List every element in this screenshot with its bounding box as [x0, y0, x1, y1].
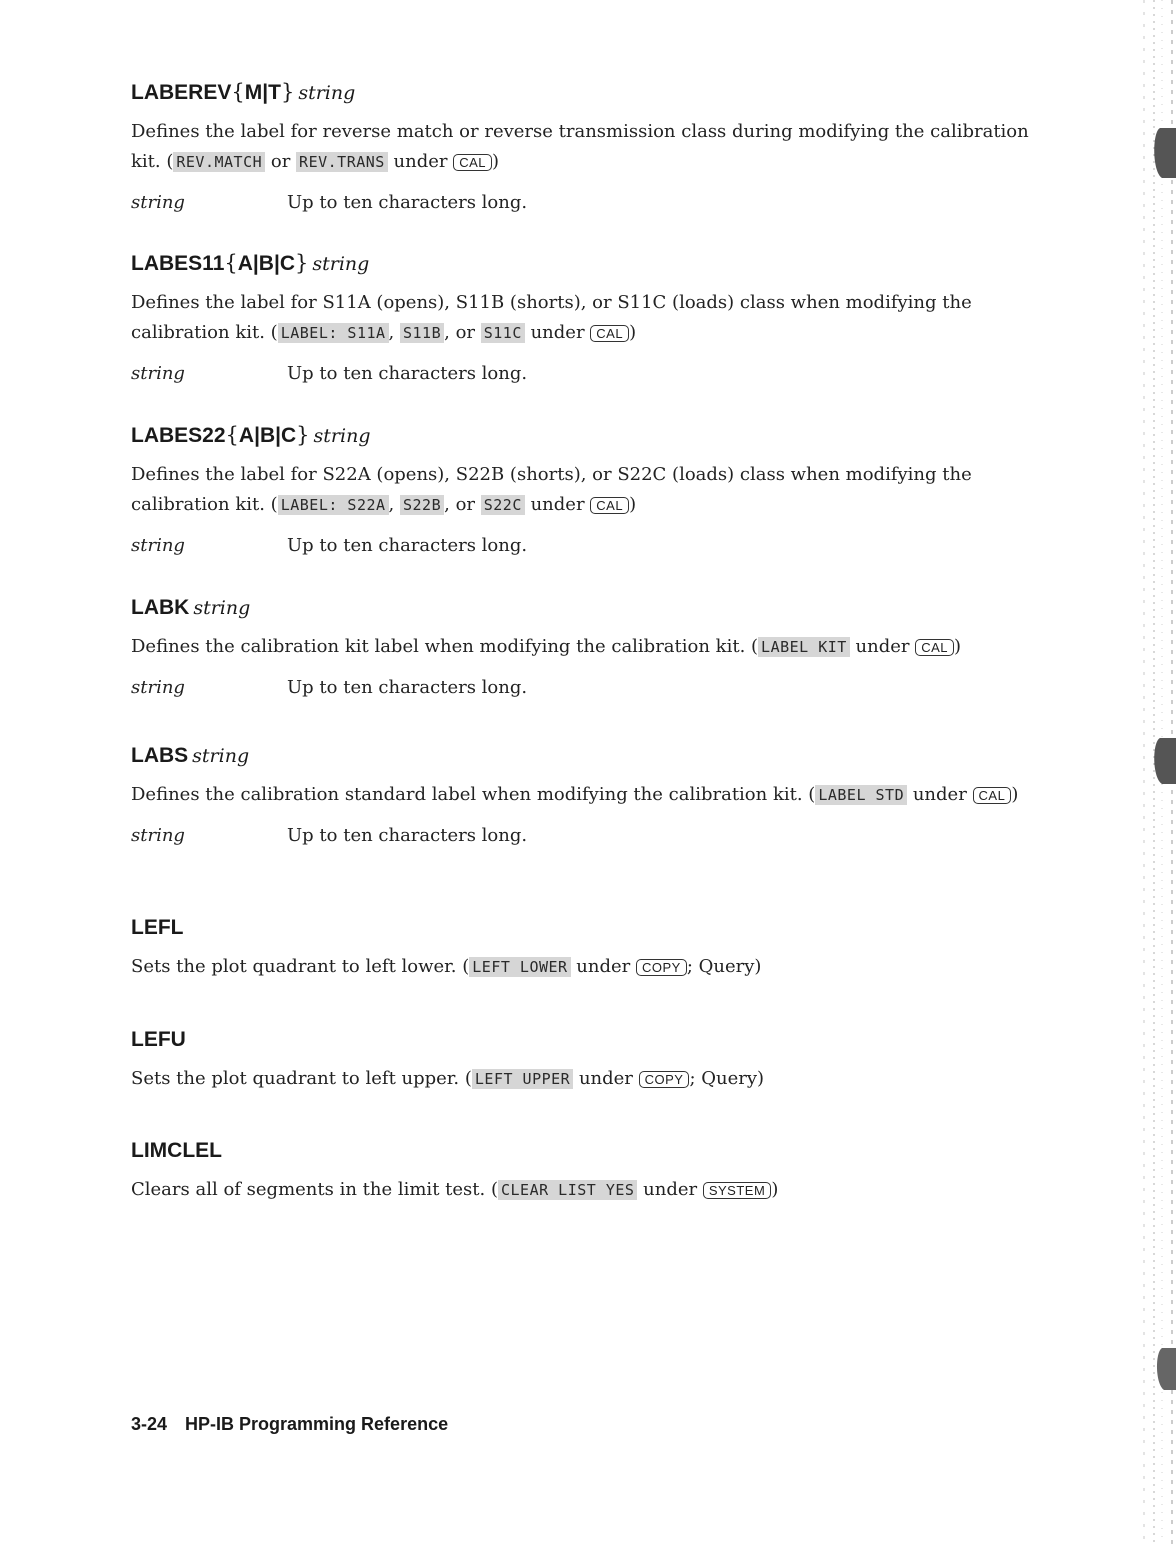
command-description: [131, 1175, 1041, 1206]
command-entry-lefl: [131, 916, 1041, 983]
hardkey-label: CAL: [453, 154, 492, 171]
command-entry-labk: [131, 596, 1041, 701]
parameter-row: [131, 675, 1041, 701]
description-text: Sets the plot quadrant to left lower. (: [131, 956, 470, 977]
under-text: under: [907, 784, 973, 805]
softkey-label: LABEL: S22A: [278, 495, 389, 515]
command-argument: string: [298, 82, 356, 104]
softkey-label: LEFT UPPER: [472, 1069, 573, 1089]
softkey-label: S11B: [400, 323, 444, 343]
command-heading: [131, 744, 1041, 768]
parameter-name: string: [131, 363, 185, 384]
softkey-label: REV.MATCH: [173, 152, 265, 172]
command-name: LABES22: [131, 424, 226, 447]
description-text: Defines the label for S11A (opens), S11B (shorts), or S11C (loads) class when modifying the calibration kit. (: [131, 292, 972, 343]
parameter-name: string: [131, 535, 185, 556]
description-text: Sets the plot quadrant to left upper. (: [131, 1068, 472, 1089]
closing-text: ): [629, 322, 637, 343]
command-name: LIMCLEL: [131, 1139, 222, 1162]
parameter-description: Up to ten characters long.: [287, 192, 528, 213]
parameter-description: Up to ten characters long.: [287, 677, 528, 698]
under-text: under: [524, 494, 591, 515]
parameter-row: [131, 361, 1041, 387]
binder-hole-mark: [1154, 738, 1176, 784]
command-argument: string: [312, 253, 370, 275]
separator-text: ,: [388, 322, 400, 343]
closing-text: ): [954, 636, 962, 657]
command-entry-laberev: [131, 80, 1041, 216]
command-entry-limclel: [131, 1139, 1041, 1206]
brace-close: }: [280, 80, 295, 104]
command-heading: [131, 916, 1041, 940]
brace-open: {: [224, 251, 238, 275]
brace-close: }: [295, 251, 309, 275]
command-heading: [131, 80, 1041, 105]
command-entry-lefu: [131, 1028, 1041, 1095]
closing-text: ): [1011, 784, 1019, 805]
command-heading: [131, 596, 1041, 620]
softkey-label: S11C: [481, 323, 525, 343]
command-name: LABS: [131, 744, 189, 767]
binder-hole-mark: [1154, 128, 1176, 178]
under-text: under: [637, 1179, 703, 1200]
command-argument: string: [192, 745, 250, 767]
hardkey-label: CAL: [590, 497, 629, 514]
parameter-name: string: [131, 677, 185, 698]
parameter-name: string: [131, 192, 185, 213]
hardkey-label: CAL: [973, 787, 1012, 804]
hardkey-label: CAL: [915, 639, 954, 656]
command-entry-labes11: [131, 251, 1041, 387]
parameter-name: string: [131, 825, 185, 846]
brace-open: {: [225, 423, 239, 447]
parameter-description: Up to ten characters long.: [287, 363, 528, 384]
separator-text: ,: [388, 494, 400, 515]
command-description: [131, 780, 1041, 811]
command-options: A|B|C: [237, 252, 295, 275]
brace-open: {: [231, 80, 245, 104]
command-name: LEFU: [131, 1028, 186, 1051]
separator-text: , or: [444, 322, 481, 343]
hardkey-label: COPY: [639, 1071, 690, 1088]
scanned-page-edge: [1132, 0, 1176, 1544]
hardkey-label: CAL: [590, 325, 629, 342]
hardkey-label: SYSTEM: [703, 1182, 771, 1199]
command-name: LABES11: [131, 252, 225, 275]
softkey-label: S22C: [481, 495, 525, 515]
parameter-row: [131, 533, 1041, 559]
parameter-description: Up to ten characters long.: [287, 825, 528, 846]
command-description: [131, 117, 1041, 178]
separator-text: or: [265, 151, 297, 172]
under-text: under: [573, 1068, 639, 1089]
closing-text: ; Query): [689, 1068, 765, 1089]
hardkey-label: COPY: [636, 959, 687, 976]
command-description: [131, 1064, 1041, 1095]
separator-text: , or: [444, 494, 481, 515]
softkey-label: REV.TRANS: [296, 152, 388, 172]
under-text: under: [387, 151, 454, 172]
binder-hole-mark: [1157, 1348, 1176, 1390]
command-heading: [131, 1139, 1041, 1163]
footer-title: HP-IB Programming Reference: [185, 1414, 449, 1434]
closing-text: ; Query): [686, 956, 762, 977]
parameter-description: Up to ten characters long.: [287, 535, 528, 556]
command-description: [131, 952, 1041, 983]
command-description: [131, 460, 1041, 521]
softkey-label: CLEAR LIST YES: [498, 1180, 637, 1200]
description-text: Clears all of segments in the limit test. (: [131, 1179, 498, 1200]
softkey-label: LEFT LOWER: [469, 957, 570, 977]
command-name: LABEREV: [131, 81, 232, 104]
command-heading: [131, 251, 1041, 276]
command-argument: string: [313, 425, 371, 447]
command-entry-labs: [131, 744, 1041, 849]
command-entry-labes22: [131, 423, 1041, 559]
softkey-label: LABEL: S11A: [278, 323, 389, 343]
description-text: Defines the label for reverse match or reverse transmission class during modifying the calibration kit. (: [131, 121, 1029, 172]
description-text: Defines the calibration kit label when modifying the calibration kit. (: [131, 636, 759, 657]
command-description: [131, 632, 1041, 663]
page-number: 3-24: [131, 1414, 168, 1434]
command-options: M|T: [244, 81, 281, 104]
parameter-row: [131, 823, 1041, 849]
closing-text: ): [492, 151, 500, 172]
under-text: under: [570, 956, 636, 977]
command-heading: [131, 423, 1041, 448]
description-text: Defines the label for S22A (opens), S22B (shorts), or S22C (loads) class when modifying the calibration kit. (: [131, 464, 972, 515]
command-heading: [131, 1028, 1041, 1052]
closing-text: ): [629, 494, 637, 515]
softkey-label: S22B: [400, 495, 444, 515]
command-name: LEFL: [131, 916, 184, 939]
command-name: LABK: [131, 596, 190, 619]
description-text: Defines the calibration standard label when modifying the calibration kit. (: [131, 784, 816, 805]
under-text: under: [849, 636, 916, 657]
command-argument: string: [193, 597, 251, 619]
brace-close: }: [296, 423, 310, 447]
parameter-row: [131, 190, 1041, 216]
softkey-label: LABEL STD: [815, 785, 907, 805]
page-footer: [131, 1414, 448, 1435]
closing-text: ): [771, 1179, 779, 1200]
softkey-label: LABEL KIT: [758, 637, 850, 657]
command-options: A|B|C: [238, 424, 297, 447]
command-description: [131, 288, 1041, 349]
under-text: under: [524, 322, 591, 343]
